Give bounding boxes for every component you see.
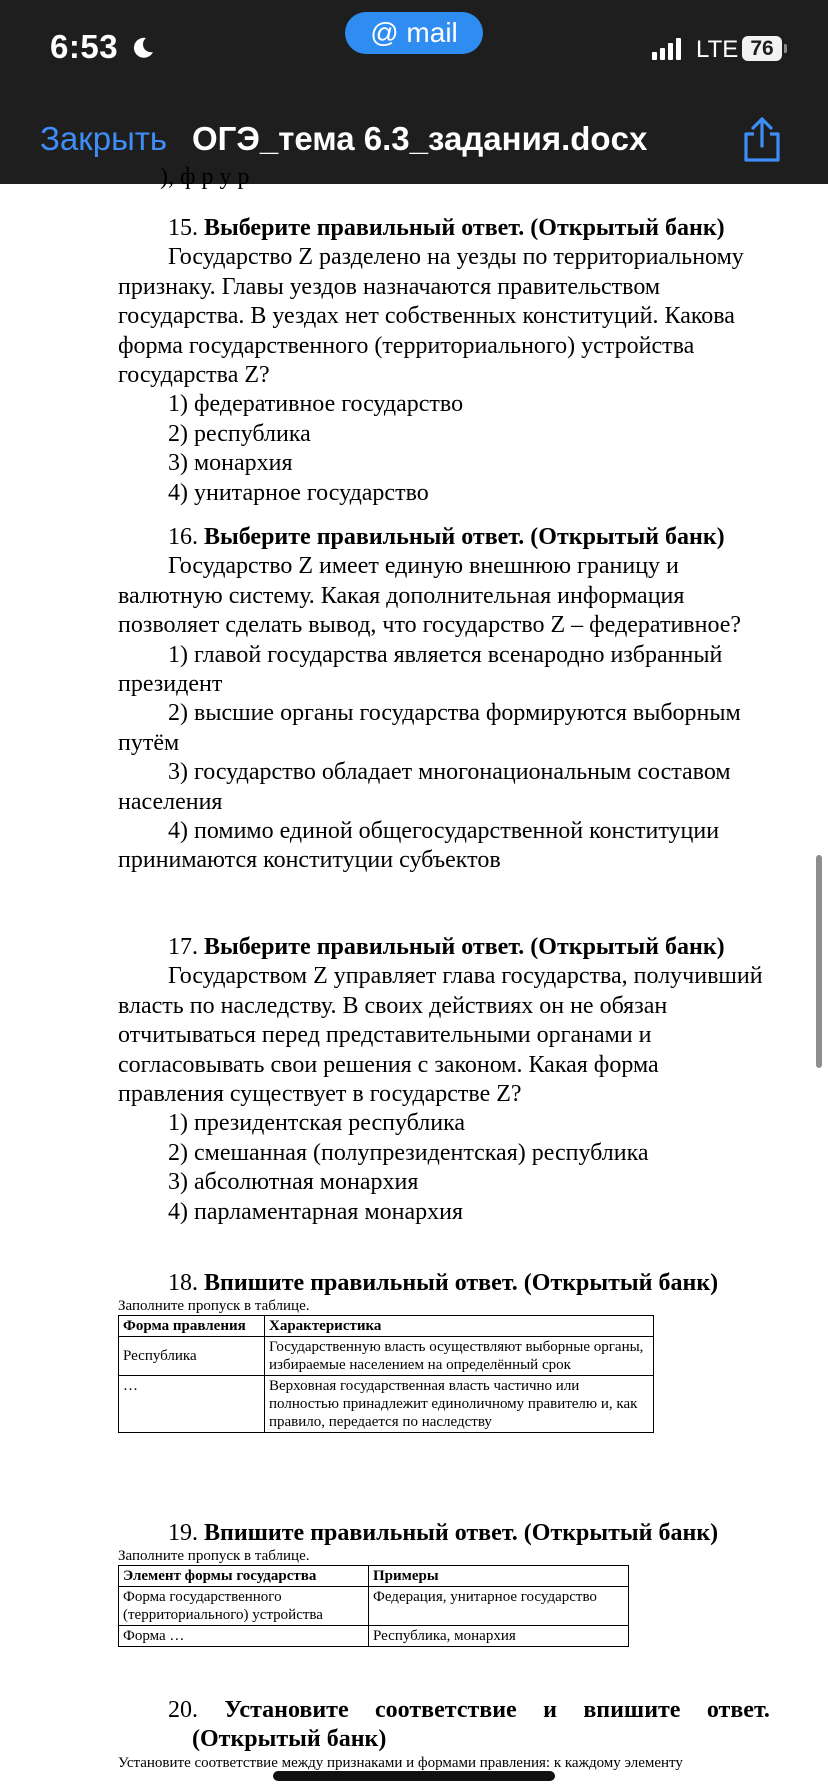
question-heading-line2: (Открытый банк): [192, 1726, 387, 1753]
answer-option: 3) абсолютная монархия: [168, 1169, 419, 1196]
question-17: [118, 933, 770, 1227]
status-time: 6:53: [50, 28, 119, 65]
answer-option: 2) республика: [168, 420, 311, 447]
status-bar: [0, 0, 828, 100]
answer-option: 3) монархия: [168, 450, 293, 477]
question-20: [118, 1696, 770, 1772]
table-row: [119, 1376, 654, 1433]
question-heading: 15. Выберите правильный ответ. (Открытый банк): [168, 215, 725, 241]
scrollbar[interactable]: [816, 855, 822, 1068]
table-row: [119, 1337, 654, 1376]
answer-option: 2) смешанная (полупрезидентская) республика: [168, 1139, 649, 1166]
answer-option: 4) помимо единой общегосударственной конституции принимаются конституции субъектов: [118, 818, 720, 874]
table-cell: Федерация, унитарное государство: [369, 1587, 629, 1626]
question-heading: 17. Выберите правильный ответ. (Открытый банк): [168, 934, 725, 960]
answer-option: 2) высшие органы государства формируются выборным путём: [118, 700, 741, 756]
answer-option: 1) президентская республика: [168, 1110, 466, 1137]
form-of-government-table: [118, 1315, 654, 1433]
document-viewer[interactable]: [0, 164, 828, 1792]
table-header-cell: Форма правления: [119, 1316, 265, 1337]
answer-option: 4) унитарное государство: [168, 479, 429, 506]
question-heading: 19. Впишите правильный ответ. (Открытый банк): [168, 1520, 719, 1546]
nav-bar: [0, 100, 828, 184]
document-title: ОГЭ_тема 6.3_задания.docx: [192, 120, 648, 157]
question-16: [118, 523, 770, 876]
mail-app-pill[interactable]: @ mail: [345, 12, 483, 54]
table-instruction: Заполните пропуск в таблице.: [118, 1298, 310, 1315]
home-indicator[interactable]: [273, 1771, 555, 1781]
question-text: Государство Z имеет единую внешнюю границу и валютную систему. Какая дополнительная информация позволяет сделать вывод, что государство Z – федеративное?: [118, 553, 742, 639]
table-row: [119, 1626, 629, 1647]
table-cell: Государственную власть осуществляют выборные органы, избираемые населением на определённый срок: [265, 1337, 654, 1376]
table-cell: Республика: [119, 1337, 265, 1376]
question-text: Установите соответствие между признаками и формами правления: к каждому элементу: [118, 1754, 683, 1771]
table-header-row: [119, 1566, 629, 1587]
question-heading: 20. Установите соответствие и впишите ответ.: [168, 1697, 770, 1723]
table-cell: Форма …: [119, 1626, 369, 1647]
form-of-state-table: [118, 1565, 629, 1647]
table-cell: Республика, монархия: [369, 1626, 629, 1647]
question-heading: 16. Выберите правильный ответ. (Открытый банк): [168, 524, 725, 550]
battery-icon: 76: [742, 36, 782, 61]
answer-option: 1) федеративное государство: [168, 391, 464, 418]
question-19: [118, 1519, 770, 1647]
table-cell: Верховная государственная власть частично или полностью принадлежит единоличному правителю и, как правило, передается по наследству: [265, 1376, 654, 1433]
moon-icon: [131, 36, 155, 60]
table-header-row: [119, 1316, 654, 1337]
close-button[interactable]: Закрыть: [40, 120, 168, 157]
table-cell: …: [119, 1376, 265, 1433]
signal-icon: [652, 38, 684, 60]
question-heading: 18. Впишите правильный ответ. (Открытый банк): [168, 1270, 719, 1296]
answer-option: 4) парламентарная монархия: [168, 1198, 464, 1225]
table-row: [119, 1587, 629, 1626]
table-header-cell: Элемент формы государства: [119, 1566, 369, 1587]
partial-text-line: ), ф р у р: [160, 164, 250, 190]
battery-cap: [784, 44, 787, 53]
table-header-cell: Примеры: [369, 1566, 629, 1587]
question-15: [118, 214, 770, 508]
answer-option: 3) государство обладает многонациональным составом населения: [118, 759, 731, 815]
table-cell: Форма государственного (территориального) устройства: [119, 1587, 369, 1626]
network-label: LTE: [696, 36, 739, 63]
share-icon[interactable]: [740, 116, 784, 162]
question-18: [118, 1269, 770, 1433]
question-text: Государством Z управляет глава государства, получивший власть по наследству. В своих действиях он не обязан отчитываться перед представительными органами и согласовывать свои решения с законом. Какая форма правления существует в государстве Z?: [118, 963, 763, 1108]
question-text: Государство Z разделено на уезды по территориальному признаку. Главы уездов назначаются правительством государства. В уездах нет собственных конституций. Какова форма государственного (территориального) устройства государства Z?: [118, 244, 744, 389]
answer-option: 1) главой государства является всенародно избранный президент: [118, 641, 723, 698]
table-instruction: Заполните пропуск в таблице.: [118, 1548, 310, 1565]
table-header-cell: Характеристика: [265, 1316, 654, 1337]
